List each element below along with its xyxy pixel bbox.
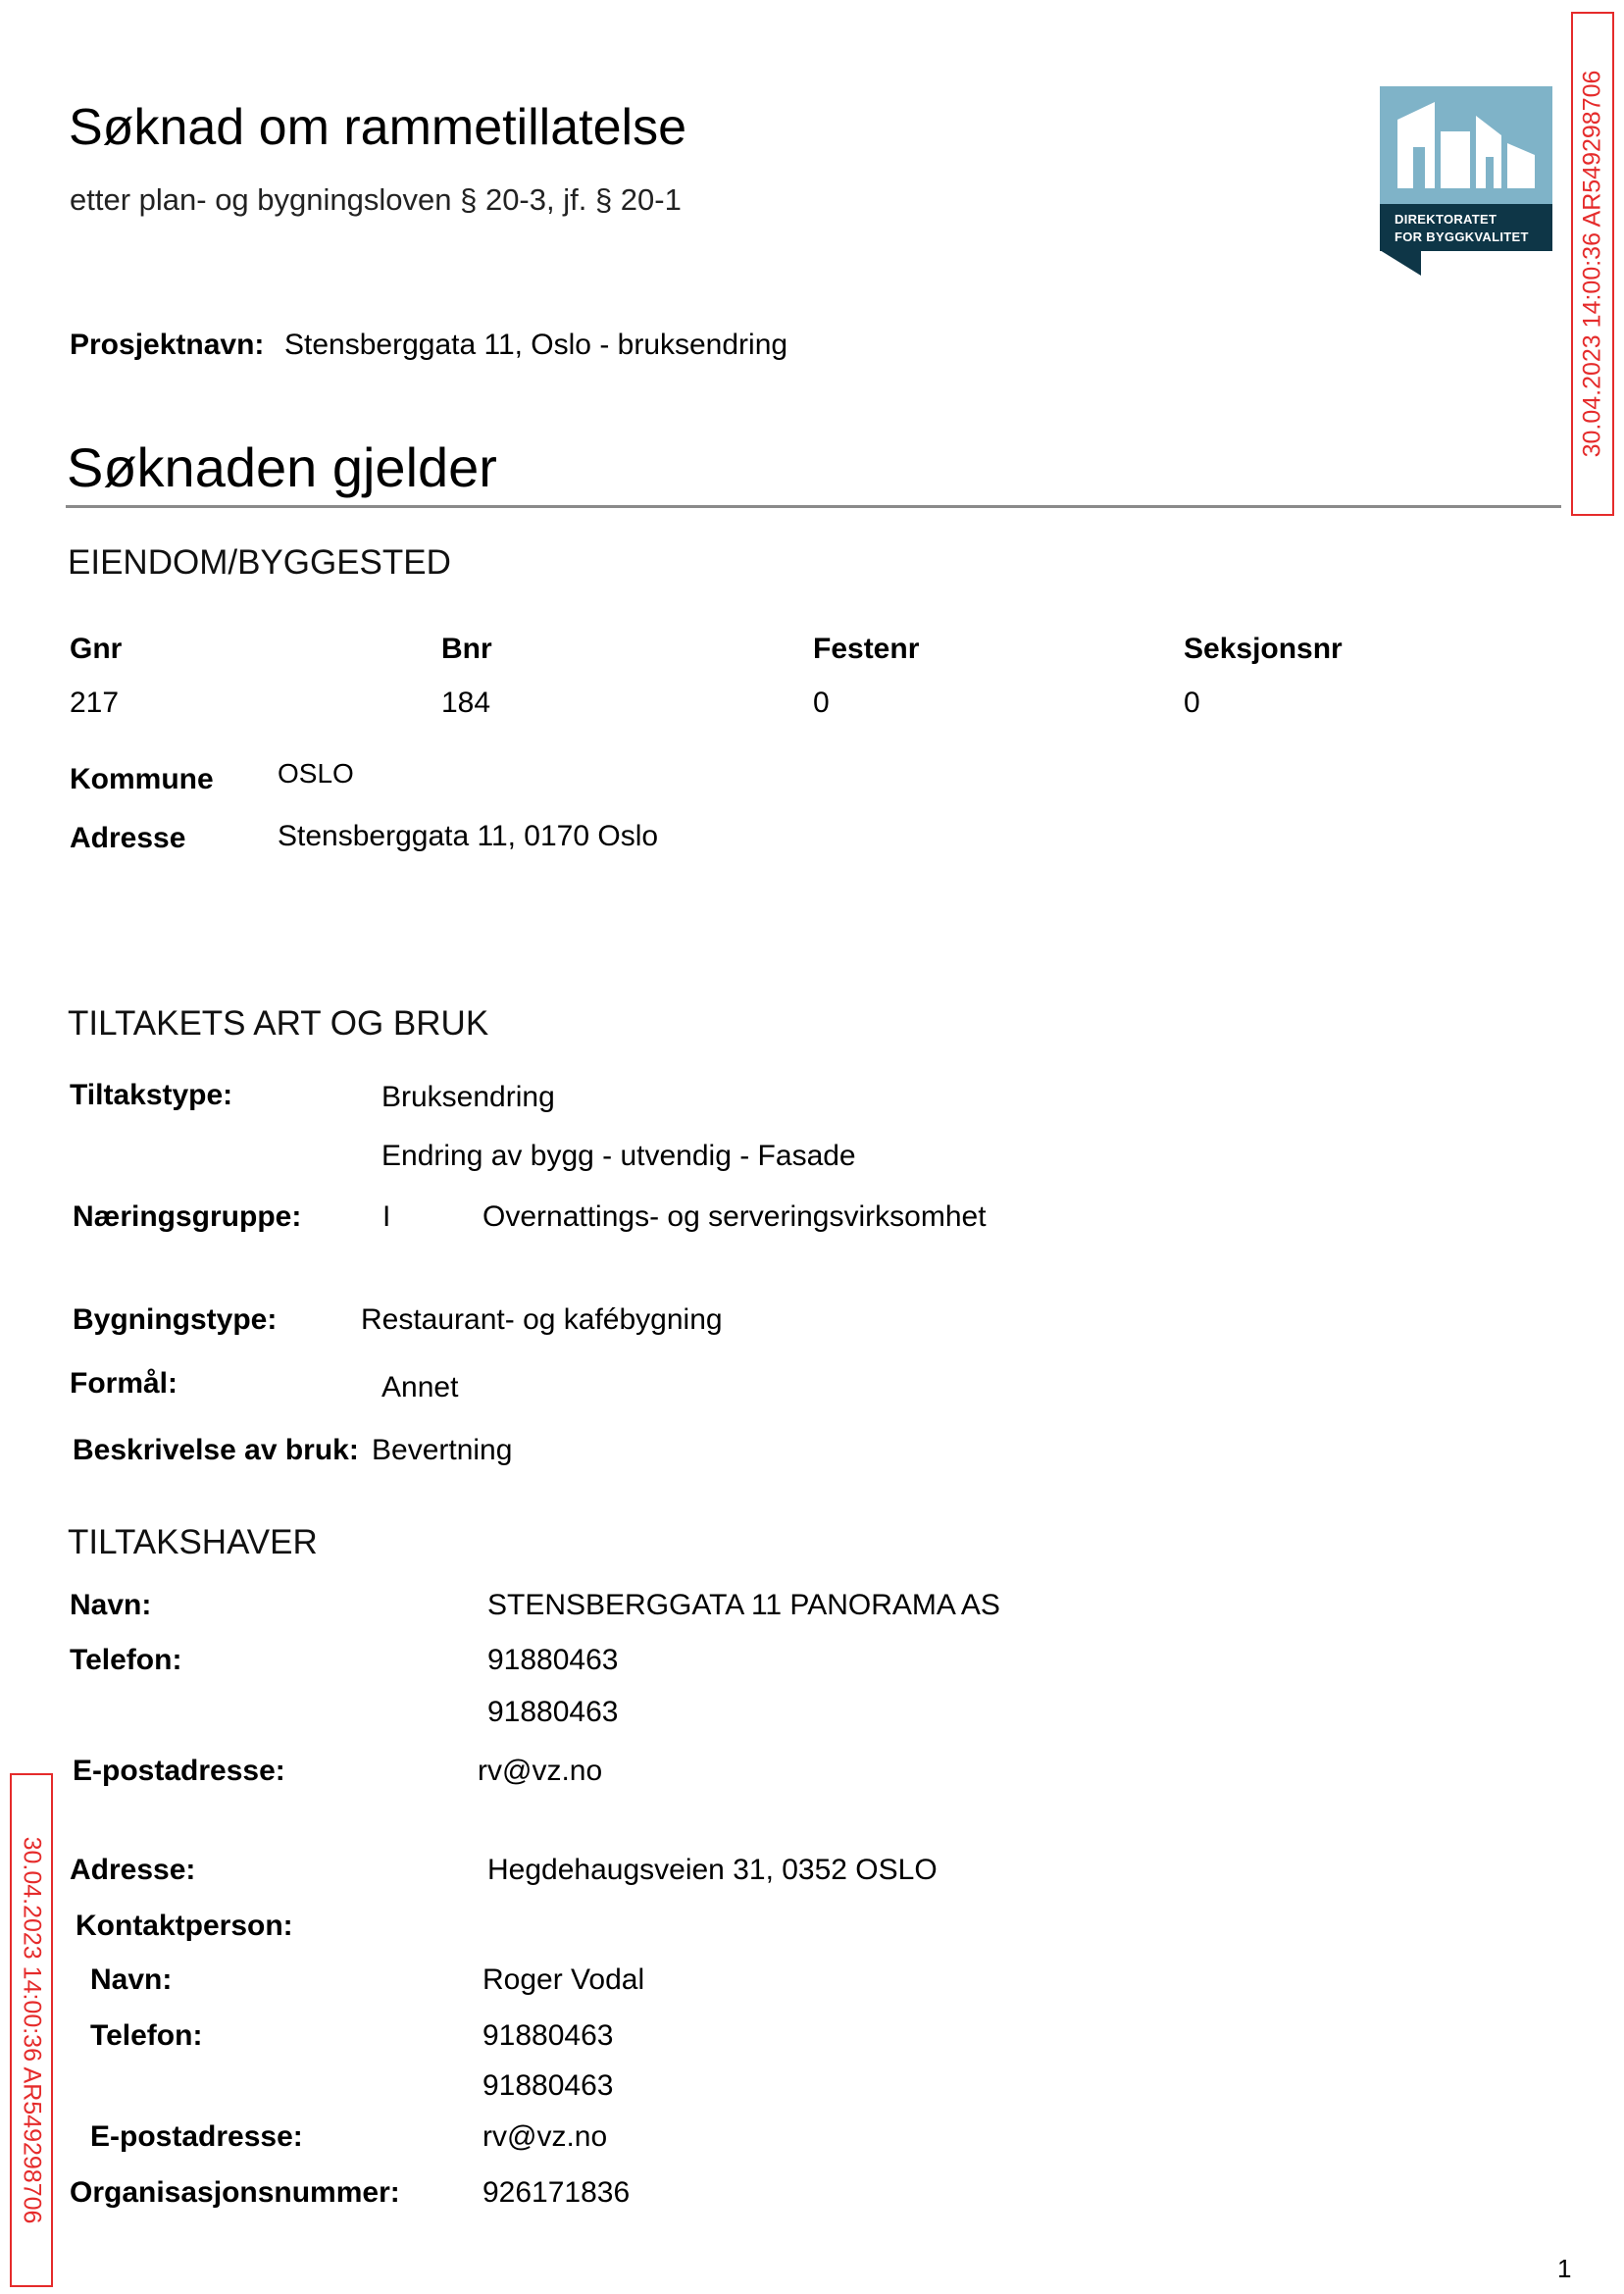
- dibk-logo: [1380, 86, 1552, 276]
- gnr-value: 217: [70, 687, 120, 719]
- measure-type-value-2: Endring av bygg - utvendig - Fasade: [381, 1140, 856, 1172]
- contact-phone-value-1: 91880463: [482, 2019, 614, 2052]
- gnr-label: Gnr: [70, 633, 123, 665]
- owner-heading: TILTAKSHAVER: [68, 1523, 318, 1561]
- usage-description-value: Bevertning: [372, 1434, 513, 1466]
- owner-address-label: Adresse:: [70, 1854, 196, 1886]
- logo-emblem: [1380, 86, 1552, 204]
- owner-name-value: STENSBERGGATA 11 PANORAMA AS: [487, 1589, 1000, 1621]
- contact-person-label: Kontaktperson:: [76, 1910, 293, 1942]
- building-type-label: Bygningstype:: [73, 1303, 278, 1336]
- project-name-label: Prosjektnavn:: [70, 329, 265, 361]
- owner-name-label: Navn:: [70, 1589, 152, 1621]
- measure-type-value-1: Bruksendring: [381, 1081, 555, 1113]
- industry-group-code: I: [382, 1200, 391, 1233]
- contact-name-label: Navn:: [90, 1963, 173, 1996]
- logo-line-2: FOR BYGGKVALITET: [1395, 229, 1529, 244]
- festenr-label: Festenr: [813, 633, 920, 665]
- stamp-text: 30.04.2023 14:00:36 AR549298706: [1578, 70, 1606, 458]
- section-title: Søknaden gjelder: [67, 436, 497, 498]
- document-title: Søknad om rammetillatelse: [69, 99, 686, 156]
- purpose-label: Formål:: [70, 1367, 178, 1400]
- org-number-value: 926171836: [482, 2176, 631, 2209]
- festenr-value: 0: [813, 687, 830, 719]
- measure-type-label: Tiltakstype:: [70, 1079, 233, 1111]
- owner-email-value: rv@vz.no: [478, 1755, 603, 1787]
- section-divider: [66, 505, 1561, 508]
- purpose-value: Annet: [381, 1371, 459, 1403]
- measure-heading: TILTAKETS ART OG BRUK: [68, 1004, 489, 1043]
- property-heading: EIENDOM/BYGGESTED: [68, 543, 451, 582]
- address-label: Adresse: [70, 822, 186, 854]
- owner-phone-value-1: 91880463: [487, 1644, 619, 1676]
- contact-email-label: E-postadresse:: [90, 2120, 303, 2153]
- logo-ribbon-icon: [1380, 250, 1421, 276]
- page-number: 1: [1557, 2254, 1572, 2283]
- seksjonsnr-label: Seksjonsnr: [1184, 633, 1343, 665]
- kommune-label: Kommune: [70, 763, 214, 795]
- bnr-value: 184: [441, 687, 491, 719]
- org-number-label: Organisasjonsnummer:: [70, 2176, 400, 2209]
- document-subtitle: etter plan- og bygningsloven § 20-3, jf. § 20-1: [70, 182, 682, 217]
- contact-phone-label: Telefon:: [90, 2019, 203, 2052]
- industry-group-name: Overnattings- og serveringsvirksomhet: [482, 1200, 987, 1233]
- owner-phone-value-2: 91880463: [487, 1696, 619, 1728]
- stamp-text: 30.04.2023 14:00:36 AR549298706: [18, 1836, 46, 2224]
- contact-name-value: Roger Vodal: [482, 1963, 645, 1996]
- contact-email-value: rv@vz.no: [482, 2120, 608, 2153]
- seksjonsnr-value: 0: [1184, 687, 1200, 719]
- kommune-value: OSLO: [278, 758, 354, 789]
- owner-email-label: E-postadresse:: [73, 1755, 285, 1787]
- bnr-label: Bnr: [441, 633, 492, 665]
- building-type-value: Restaurant- og kafébygning: [361, 1303, 723, 1336]
- address-value: Stensberggata 11, 0170 Oslo: [278, 820, 659, 852]
- logo-line-1: DIREKTORATET: [1395, 212, 1497, 227]
- project-name-value: Stensberggata 11, Oslo - bruksendring: [284, 329, 788, 361]
- owner-address-value: Hegdehaugsveien 31, 0352 OSLO: [487, 1854, 938, 1886]
- archive-stamp-top: [1571, 12, 1614, 516]
- logo-nameplate: [1380, 204, 1552, 251]
- industry-group-label: Næringsgruppe:: [73, 1200, 302, 1233]
- usage-description-label: Beskrivelse av bruk:: [73, 1434, 359, 1466]
- owner-phone-label: Telefon:: [70, 1644, 182, 1676]
- archive-stamp-bottom: [10, 1773, 53, 2287]
- contact-phone-value-2: 91880463: [482, 2069, 614, 2102]
- building-outline-icon: [1380, 86, 1552, 204]
